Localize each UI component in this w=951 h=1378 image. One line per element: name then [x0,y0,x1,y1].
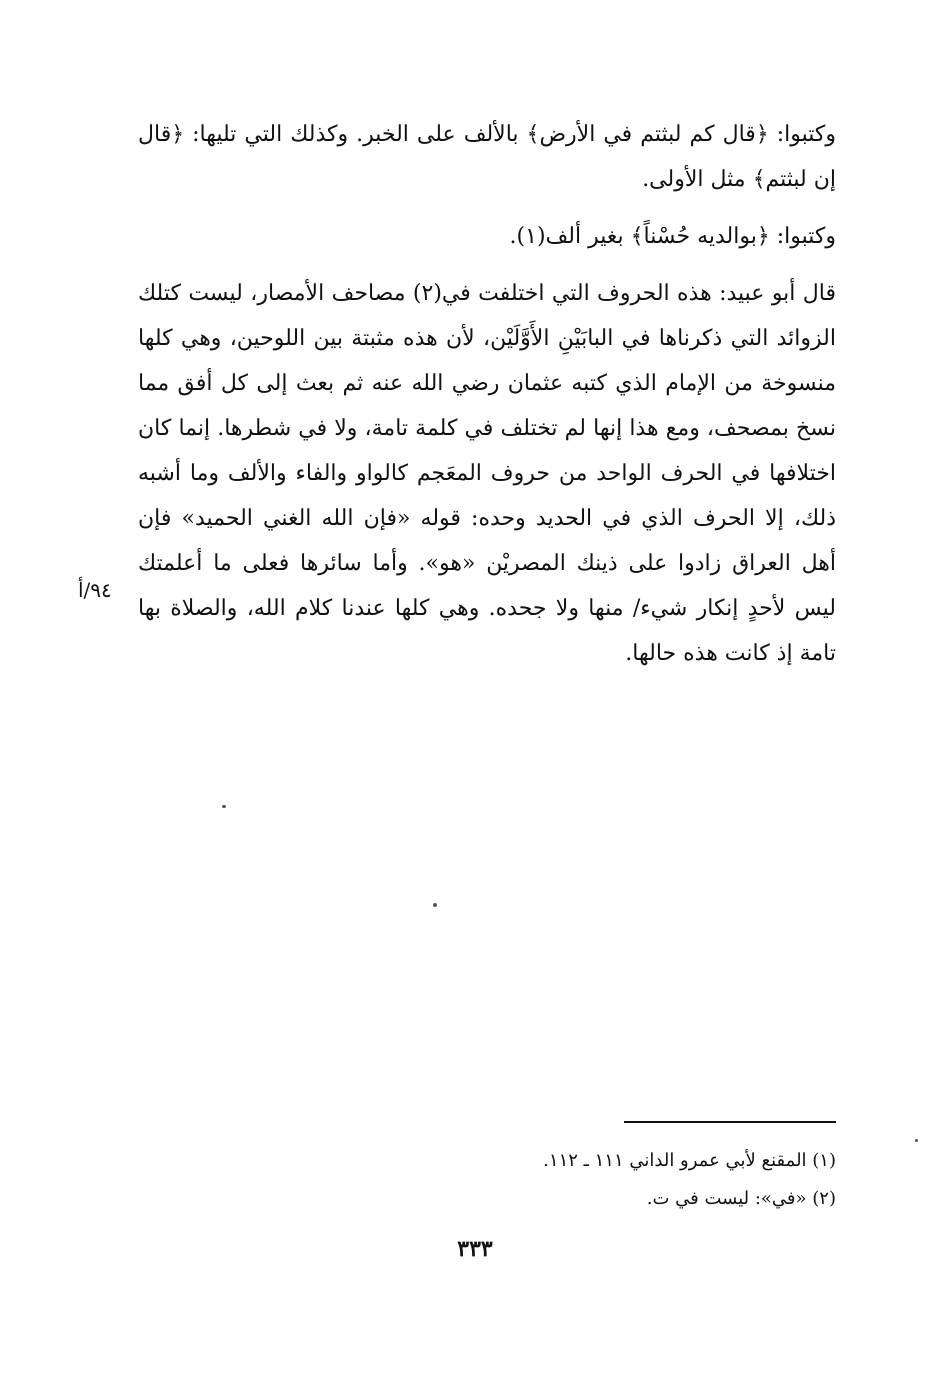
footnote-2: (٢) «في»: ليست في ت. [646,1188,836,1209]
footnote-1: (١) المقنع لأبي عمرو الداني ١١١ ـ ١١٢. [543,1150,836,1171]
paragraph-1: وكتبوا: ﴿قال كم لبثتم في الأرض﴾ بالألف على الخبر. وكذلك التي تليها: ﴿قال إن لبثتم﴾ مثل الأولى. [138,122,836,192]
footnotes [400,1142,836,1218]
scan-speck [433,903,437,907]
scan-speck [222,805,226,808]
paragraph-2: وكتبوا: ﴿بوالديه حُسْناً﴾ بغير ألف(١). [509,224,836,249]
paragraph-3: قال أبو عبيد: هذه الحروف التي اختلفت في(٢) مصاحف الأمصار، ليست كتلك الزوائد التي ذكرناها في البابَيْنِ الأَوَّلَيْن، لأن هذه مثبتة بين اللوحين، وهي كلها منسوخة من الإمام الذي كتبه عثمان رضي الله عنه ثم بعث إلى كل أفق مما نسخ بمصحف، ومع هذا إنها لم تختلف في كلمة تامة، ولا في شطرها. إنما كان اختلافها في الحرف الواحد من حروف المعَجم كالواو والفاء والألف وما أشبه ذلك، إلا الحرف الذي في الحديد وحده: قوله «فإن الله الغني الحميد» فإن أهل العراق زادوا على ذينك المصريْن «هو». وأما سائرها فعلى ما أعلمتك ليس لأحدٍ إنكار شيء/ منها ولا جحده. وهي كلها عندنا كلام الله، والصلاة بها تامة إذ كانت هذه حالها. [138,281,836,666]
footnote-separator [624,1121,836,1123]
main-text [138,112,836,676]
scan-speck [915,1139,918,1142]
page-number: ٣٣٣ [457,1236,493,1262]
margin-folio-reference: ٩٤/أ [78,578,112,602]
